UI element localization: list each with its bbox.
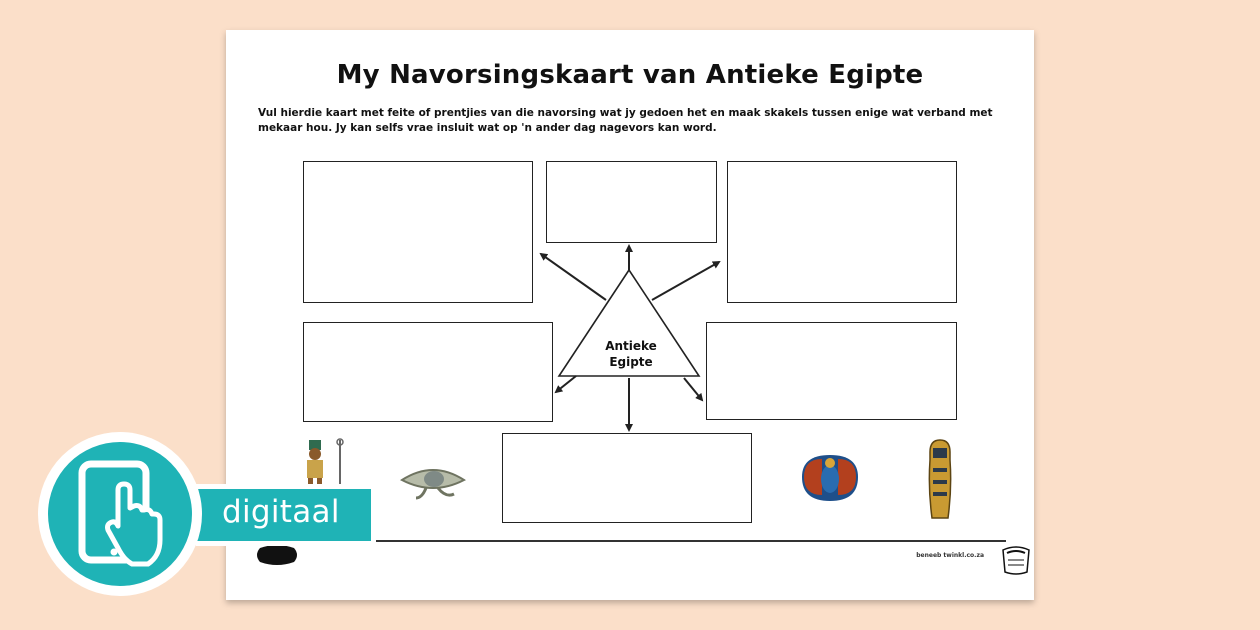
tablet-touch-icon [48,442,192,586]
twinkl-logo-icon [254,544,300,566]
arrow-up-left [541,254,606,300]
scarab-icon [798,449,862,505]
arrow-left [556,376,576,392]
sarcophagus-icon [926,438,954,520]
footer-url: beneeb twinkl.co.za [916,552,984,559]
worksheet-title: My Navorsingskaart van Antieke Egipte [336,60,924,90]
egyptian-god-figure-icon [296,436,356,488]
digital-badge-label: digitaal [222,494,340,530]
eye-of-horus-icon [398,458,468,502]
arrow-up-right [652,262,719,300]
worksheet-instructions: Vul hierdie kaart met feite of prentjies van die navorsing wat jy gedoen het en maak skakels tussen enige wat verband met mekaar hou. Jy kan selfs vrae insluit wat op 'n ander dag nagevors kan word. [258,107,993,134]
center-label: Antieke Egipte [605,339,657,369]
arrow-right [684,378,702,400]
twinkl-stamp-icon [999,544,1033,576]
